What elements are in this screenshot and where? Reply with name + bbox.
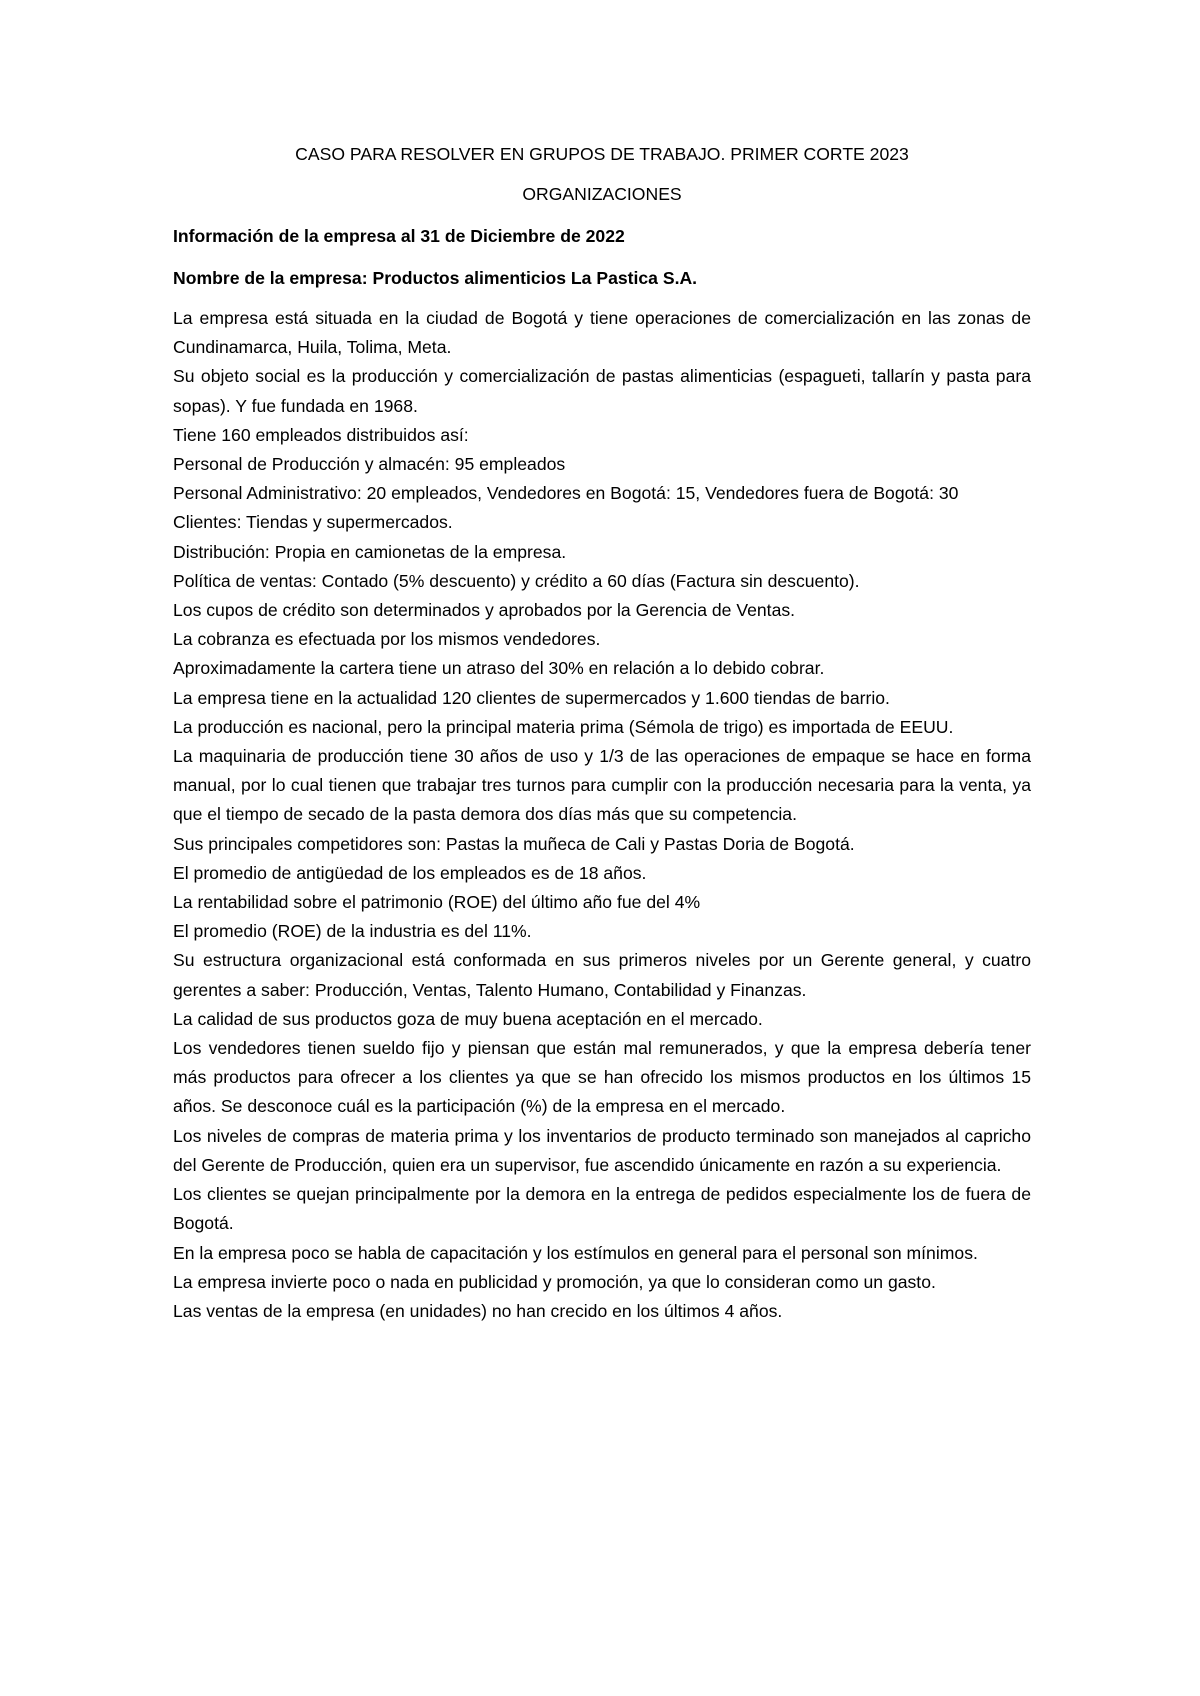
paragraph: El promedio (ROE) de la industria es del 11%. <box>173 921 532 942</box>
paragraph: Distribución: Propia en camionetas de la empresa. <box>173 541 567 562</box>
paragraph: Sus principales competidores son: Pastas la muñeca de Cali y Pastas Doria de Bogotá. <box>173 833 855 854</box>
paragraph: La empresa invierte poco o nada en publicidad y promoción, ya que lo consideran como un gasto. <box>173 1271 936 1292</box>
paragraph: La empresa tiene en la actualidad 120 clientes de supermercados y 1.600 tiendas de barrio. <box>173 687 890 708</box>
paragraph: Su estructura organizacional está conformada en sus primeros niveles por un Gerente general, y cuatro gerentes a saber: Producción, Ventas, Talento Humano, Contabilidad y Finanzas. <box>173 950 1031 1000</box>
paragraph: Personal Administrativo: 20 empleados, Vendedores en Bogotá: 15, Vendedores fuera de Bogotá: 30 <box>173 483 959 504</box>
document-title: CASO PARA RESOLVER EN GRUPOS DE TRABAJO. PRIMER CORTE 2023 <box>295 144 909 164</box>
paragraph: Los cupos de crédito son determinados y aprobados por la Gerencia de Ventas. <box>173 600 796 621</box>
paragraph: La rentabilidad sobre el patrimonio (ROE) del último año fue del 4% <box>173 892 701 913</box>
info-date-heading: Información de la empresa al 31 de Diciembre de 2022 <box>173 226 625 246</box>
paragraph: Las ventas de la empresa (en unidades) no han crecido en los últimos 4 años. <box>173 1300 783 1321</box>
document-subtitle: ORGANIZACIONES <box>522 184 682 204</box>
paragraph: El promedio de antigüedad de los empleados es de 18 años. <box>173 862 647 883</box>
paragraph: Los vendedores tienen sueldo fijo y piensan que están mal remunerados, y que la empresa debería tener más productos para ofrecer a los clientes ya que se han ofrecido los mismos productos en los últimos 15 años. Se desconoce cuál es la participación (%) de la empresa en el mercado. <box>173 1038 1031 1117</box>
paragraph: Política de ventas: Contado (5% descuento) y crédito a 60 días (Factura sin descuento). <box>173 570 860 591</box>
paragraph: Los niveles de compras de materia prima y los inventarios de producto terminado son manejados al capricho del Gerente de Producción, quien era un supervisor, fue ascendido únicamente en razón a su experiencia. <box>173 1125 1031 1175</box>
paragraph: Clientes: Tiendas y supermercados. <box>173 512 453 533</box>
paragraph: En la empresa poco se habla de capacitación y los estímulos en general para el personal son mínimos. <box>173 1242 978 1263</box>
paragraph: Los clientes se quejan principalmente por la demora en la entrega de pedidos especialmente los de fuera de Bogotá. <box>173 1184 1031 1234</box>
paragraph: La cobranza es efectuada por los mismos vendedores. <box>173 629 601 650</box>
paragraph: La empresa está situada en la ciudad de Bogotá y tiene operaciones de comercialización en las zonas de Cundinamarca, Huila, Tolima, Meta. <box>173 308 1031 358</box>
paragraph: Aproximadamente la cartera tiene un atraso del 30% en relación a lo debido cobrar. <box>173 658 825 679</box>
paragraph: Personal de Producción y almacén: 95 empleados <box>173 454 566 475</box>
company-name-heading: Nombre de la empresa: Productos alimenticios La Pastica S.A. <box>173 268 698 288</box>
document-content <box>173 142 1031 1326</box>
paragraph: La calidad de sus productos goza de muy buena aceptación en el mercado. <box>173 1008 763 1029</box>
paragraph: La maquinaria de producción tiene 30 años de uso y 1/3 de las operaciones de empaque se hace en forma manual, por lo cual tienen que trabajar tres turnos para cumplir con la producción necesaria para la venta, ya que el tiempo de secado de la pasta demora dos días más que su competencia. <box>173 746 1031 825</box>
paragraph: Su objeto social es la producción y comercialización de pastas alimenticias (espagueti, tallarín y pasta para sopas). Y fue fundada en 1968. <box>173 366 1031 416</box>
paragraph: Tiene 160 empleados distribuidos así: <box>173 424 469 445</box>
paragraph: La producción es nacional, pero la principal materia prima (Sémola de trigo) es importada de EEUU. <box>173 716 954 737</box>
